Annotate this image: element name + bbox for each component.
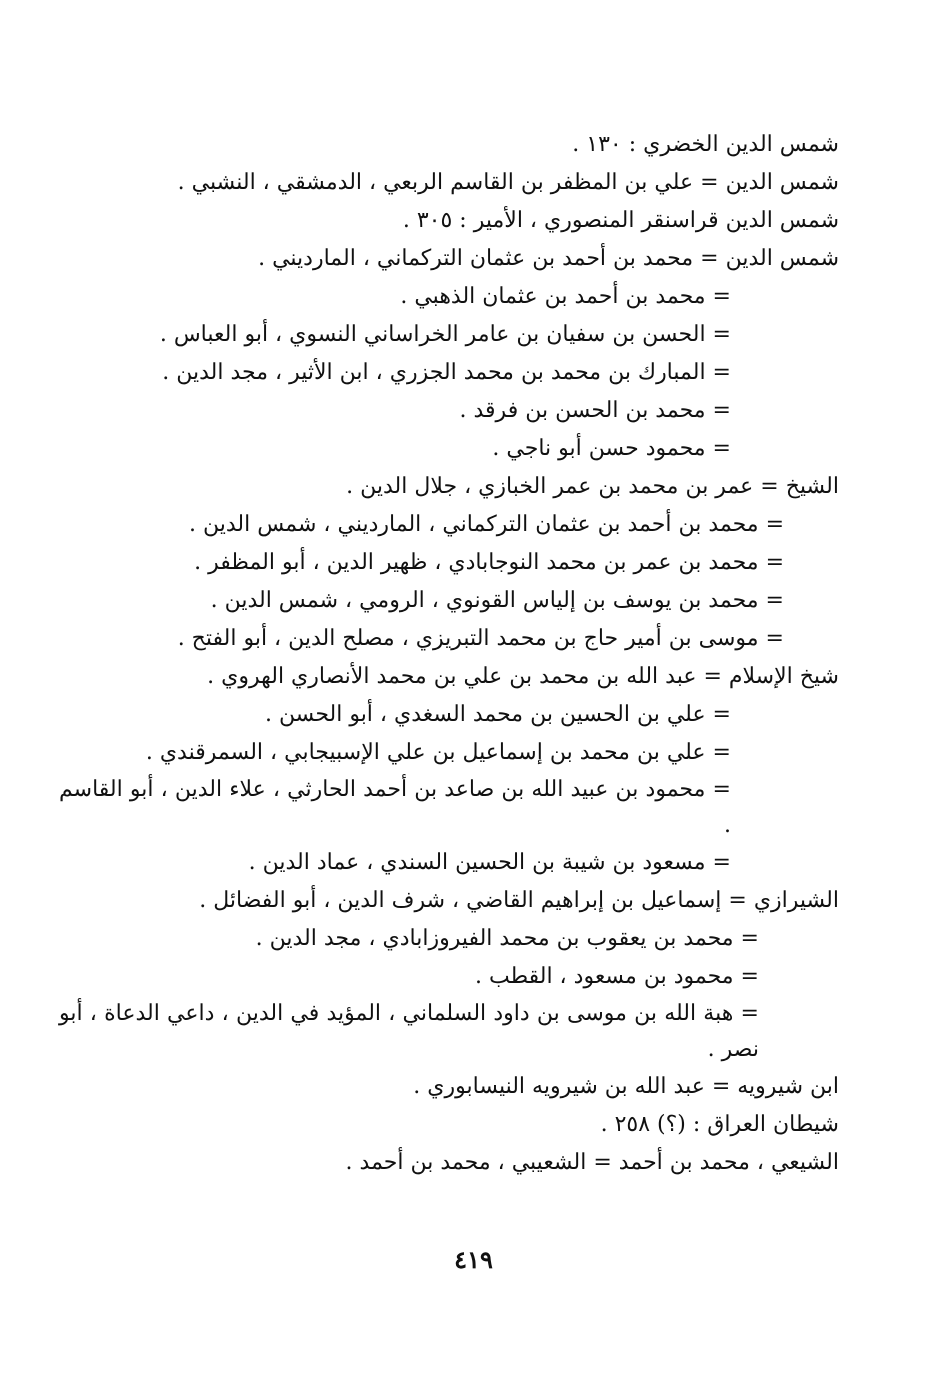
index-entry: شمس الدين = محمد بن أحمد بن عثمان التركماني ، المارديني . — [258, 246, 839, 271]
index-entry: = محمد بن يوسف بن إلياس القونوي ، الرومي ، شمس الدين . — [210, 588, 784, 613]
page-number: ٤١٩ — [454, 1245, 493, 1274]
index-entry: = محمود حسن أبو ناجي . — [492, 436, 731, 461]
index-entry: = مسعود بن شيبة بن الحسين السندي ، عماد الدين . — [248, 850, 731, 875]
index-entry: = محمد بن أحمد بن عثمان الذهبي . — [400, 284, 731, 309]
index-entry: = محمد بن الحسن بن فرقد . — [459, 398, 731, 423]
index-entry: شيطان العراق : (؟) ٢٥٨ . — [600, 1112, 839, 1137]
index-entry: = علي بن محمد بن إسماعيل بن علي الإسبيجابي ، السمرقندي . — [145, 740, 731, 765]
index-entry: = علي بن الحسين بن محمد السغدي ، أبو الحسن . — [264, 702, 731, 727]
index-entry: = الحسن بن سفيان بن عامر الخراساني النسوي ، أبو العباس . — [159, 322, 731, 347]
index-entry: شمس الدين قراسنقر المنصوري ، الأمير : ٣٠٥ . — [402, 208, 839, 233]
index-entry: الشيخ = عمر بن محمد بن عمر الخبازي ، جلال الدين . — [346, 474, 839, 499]
index-entry: ابن شيرويه = عبد الله بن شيرويه النيسابوري . — [413, 1074, 839, 1099]
index-entry: = هبة الله بن موسى بن داود السلماني ، المؤيد في الدين ، داعي الدعاة ، أبو نصر . — [59, 1001, 759, 1062]
index-entries — [59, 126, 839, 1182]
index-entry: = المبارك بن محمد بن محمد الجزري ، ابن الأثير ، مجد الدين . — [162, 360, 731, 385]
index-entry: الشيرازي = إسماعيل بن إبراهيم القاضي ، شرف الدين ، أبو الفضائل . — [199, 888, 839, 913]
index-entry: الشيعي ، محمد بن أحمد = الشعيبي ، محمد بن أحمد . — [345, 1150, 839, 1175]
index-entry: = محمود بن عبيد الله بن صاعد بن أحمد الحارثي ، علاء الدين ، أبو القاسم . — [59, 777, 731, 838]
index-entry: = محمود بن مسعود ، القطب . — [474, 964, 759, 989]
index-entry: شمس الدين = علي بن المظفر بن القاسم الربعي ، الدمشقي ، النشبي . — [177, 170, 839, 195]
index-entry: شيخ الإسلام = عبد الله بن محمد بن علي بن محمد الأنصاري الهروي . — [207, 664, 839, 689]
index-entry: = موسى بن أمير حاج بن محمد التبريزي ، مصلح الدين ، أبو الفتح . — [177, 626, 784, 651]
index-entry: = محمد بن عمر بن محمد النوجابادي ، ظهير الدين ، أبو المظفر . — [194, 550, 784, 575]
index-entry: = محمد بن يعقوب بن محمد الفيروزابادي ، مجد الدين . — [255, 926, 759, 951]
index-entry: شمس الدين الخضري : ١٣٠ . — [572, 132, 839, 157]
index-entry: = محمد بن أحمد بن عثمان التركماني ، المارديني ، شمس الدين . — [189, 512, 784, 537]
